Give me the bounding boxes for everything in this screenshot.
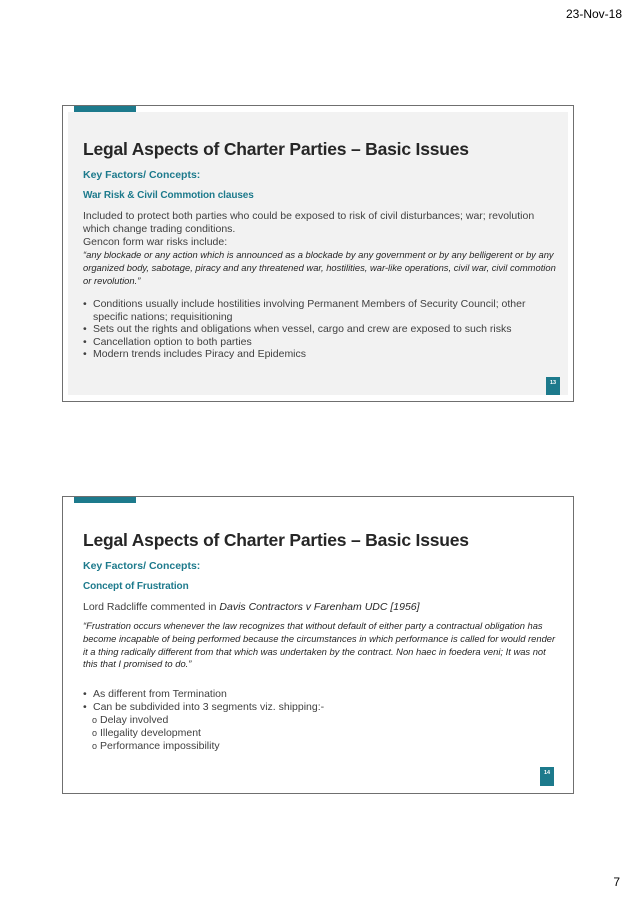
sub-bullet-item: o Performance impossibility bbox=[92, 740, 220, 753]
bullet-item: • Can be subdivided into 3 segments viz. shipping:- bbox=[83, 701, 554, 714]
bullet-item: • Modern trends includes Piracy and Epidemics bbox=[83, 348, 554, 361]
page-date: 23-Nov-18 bbox=[565, 7, 622, 21]
key-factors-label: Key Factors/ Concepts: bbox=[83, 169, 201, 181]
slide-number-bar bbox=[546, 390, 560, 395]
accent-tab bbox=[74, 106, 136, 112]
paragraph-prefix: Lord Radcliffe commented in bbox=[83, 601, 220, 613]
slide-number-badge: 13 bbox=[546, 377, 560, 390]
slide-14 bbox=[62, 496, 574, 794]
bullet-list bbox=[83, 688, 554, 713]
bullet-item: • Sets out the rights and obligations when vessel, cargo and crew are exposed to such risks bbox=[83, 323, 554, 336]
quote: “any blockade or any action which is announced as a blockade by any government or by any belligerent or by any organized body, sabotage, piracy and any threatened war, hostilities, war-like operations, civil war, civil commotion or revolution.” bbox=[83, 249, 556, 286]
slide-13 bbox=[62, 105, 574, 402]
quote: “Frustration occurs whenever the law recognizes that without default of either party a contractual obligation has become incapable of being performed because the circumstances in which performance is called for would render it a thing radically different from that which was undertaken by the contract. Non haec in foedera veni; It was not this that I promised to do.” bbox=[83, 620, 556, 670]
subheading: War Risk & Civil Commotion clauses bbox=[83, 190, 254, 201]
sub-bullet-list bbox=[92, 714, 220, 753]
sub-bullet-item: o Delay involved bbox=[92, 714, 220, 727]
bullet-list bbox=[83, 298, 554, 361]
paragraph bbox=[83, 601, 554, 614]
sub-bullet-item: o Illegality development bbox=[92, 727, 220, 740]
slide-title: Legal Aspects of Charter Parties – Basic Issues bbox=[83, 139, 469, 159]
slide-title: Legal Aspects of Charter Parties – Basic Issues bbox=[83, 530, 469, 550]
case-citation: Davis Contractors v Farenham UDC [1956] bbox=[219, 601, 420, 613]
key-factors-label: Key Factors/ Concepts: bbox=[83, 560, 201, 572]
accent-tab bbox=[74, 497, 136, 503]
bullet-item: • Conditions usually include hostilities involving Permanent Members of Security Council; other specific nations; requisitioning bbox=[83, 298, 554, 323]
slide-content-area bbox=[68, 112, 568, 395]
paragraph: Included to protect both parties who could be exposed to risk of civil disturbances; war; revolution which change trading conditions. bbox=[83, 210, 535, 235]
subheading: Concept of Frustration bbox=[83, 581, 189, 592]
slide-number-bar bbox=[540, 780, 554, 786]
page-number: 7 bbox=[613, 875, 620, 889]
paragraph: Gencon form war risks include: bbox=[83, 236, 228, 248]
bullet-item: • As different from Termination bbox=[83, 688, 554, 701]
slide-number-badge: 14 bbox=[540, 767, 554, 780]
bullet-item: • Cancellation option to both parties bbox=[83, 336, 554, 349]
slide-content-area bbox=[68, 502, 568, 788]
